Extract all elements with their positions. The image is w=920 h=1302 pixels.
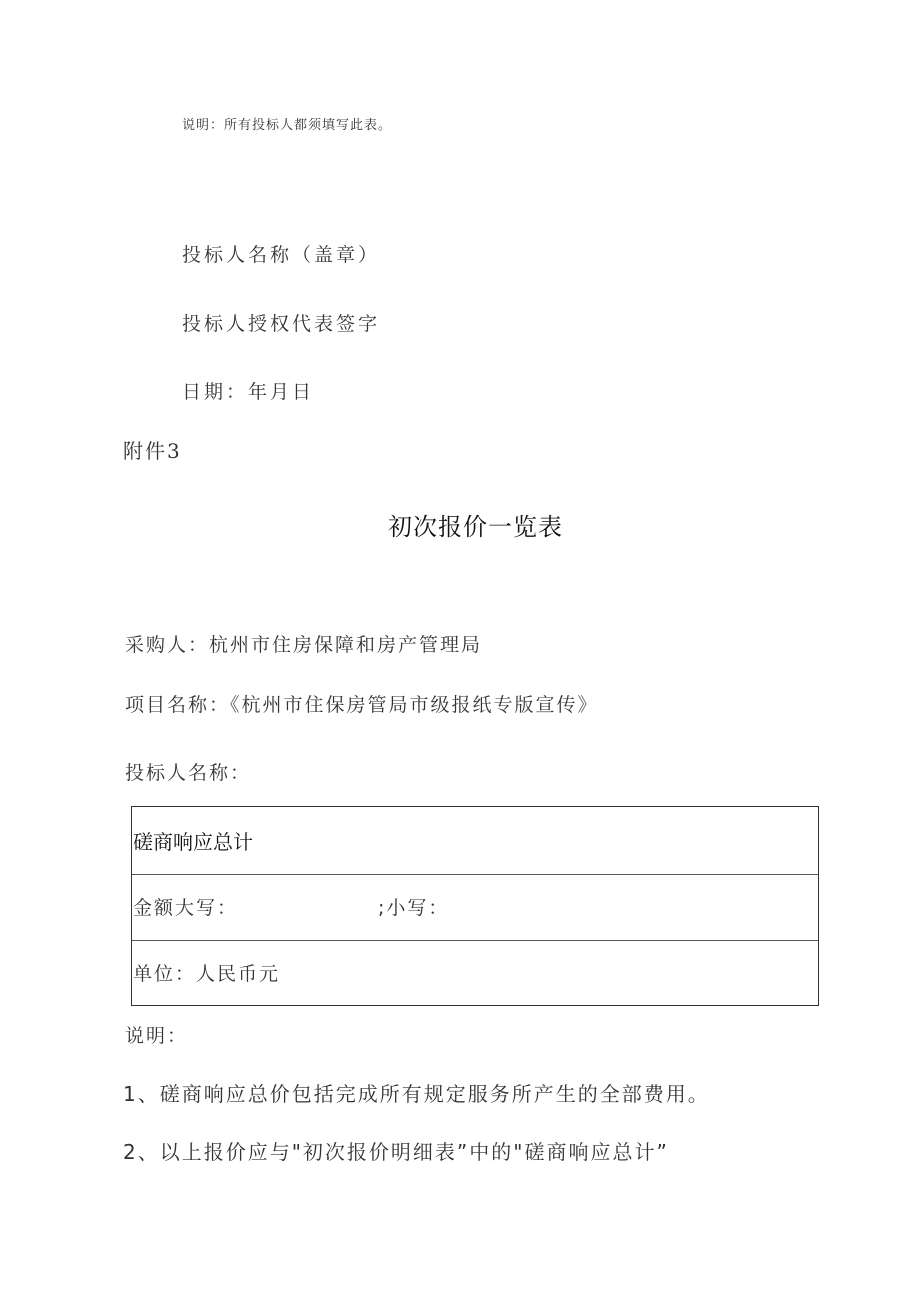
note-item-2: 2、以上报价应与"初次报价明细表”中的"磋商响应总计” [123,1140,669,1164]
project-name-line: 项目名称：《杭州市住保房管局市级报纸专版宣传》 [125,694,599,716]
date-line: 日期：年月日 [182,381,315,403]
quote-summary-table [131,806,819,1006]
table-row-amount [132,874,818,941]
attachment-label: 附件3 [123,439,182,463]
bidder-name-line: 投标人名称： [125,762,252,784]
bidder-name-seal-line: 投标人名称（盖章） [182,244,381,266]
authorized-rep-signature-line: 投标人授权代表签字 [182,313,381,335]
unit-label: 单位：人民币元 [133,963,281,985]
note-item-1: 1、磋商响应总价包括完成所有规定服务所产生的全部费用。 [123,1082,710,1106]
page-title: 初次报价一览表 [388,513,563,541]
table-row-header [132,807,818,875]
purchaser-line: 采购人：杭州市住房保障和房产管理局 [125,634,483,656]
amount-lower-label: ;小写： [378,897,450,919]
table-header-label: 磋商响应总计 [133,830,253,854]
top-note: 说明：所有投标人都须填写此表。 [182,118,393,133]
notes-label: 说明： [125,1025,189,1047]
amount-upper-label: 金额大写： [133,897,239,919]
table-row-unit [132,940,818,1005]
